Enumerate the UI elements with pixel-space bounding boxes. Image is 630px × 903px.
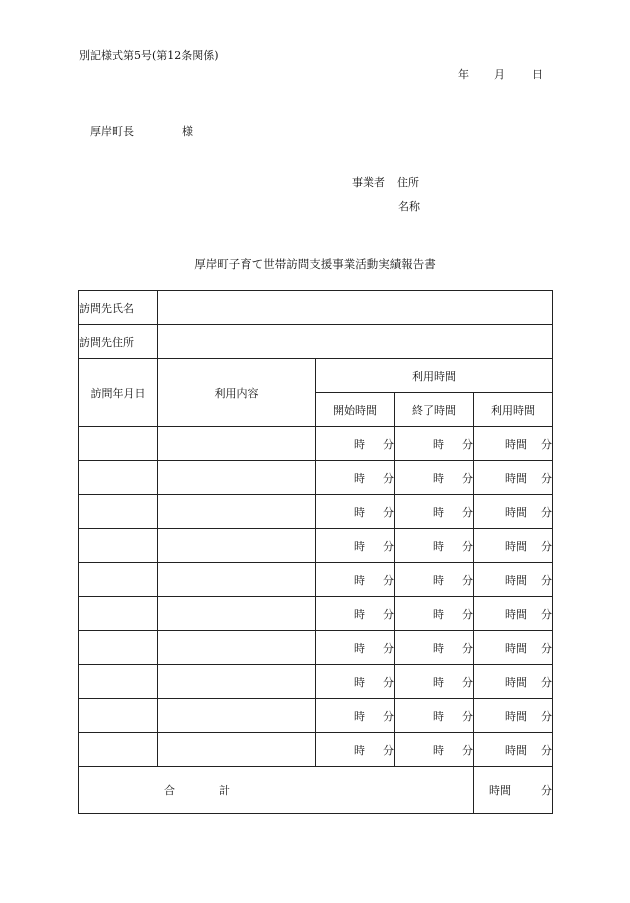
minute-unit-label: 分	[541, 675, 552, 689]
minute-unit-label: 分	[383, 709, 394, 723]
duration-header: 利用時間	[474, 393, 553, 427]
visit-date-cell[interactable]	[79, 597, 158, 631]
time-unit-label: 時	[354, 743, 365, 757]
minute-unit-label: 分	[462, 709, 473, 723]
minute-unit-label: 分	[541, 573, 552, 587]
duration-cell[interactable]	[474, 631, 553, 665]
usage-content-cell[interactable]	[158, 461, 316, 495]
usage-time-header: 利用時間	[316, 359, 553, 393]
report-title: 厚岸町子育て世帯訪問支援事業活動実績報告書	[194, 257, 436, 271]
time-unit-label: 時	[433, 641, 444, 655]
time-unit-label: 時間	[505, 471, 527, 485]
start-time-cell[interactable]	[316, 699, 395, 733]
usage-content-header: 利用内容	[158, 359, 316, 427]
addressee	[90, 125, 193, 139]
end-time-cell[interactable]	[395, 597, 474, 631]
time-unit-label: 時間	[505, 641, 527, 655]
usage-content-cell[interactable]	[158, 427, 316, 461]
time-unit-label: 時	[354, 573, 365, 587]
minute-unit-label: 分	[383, 505, 394, 519]
end-time-header: 終了時間	[395, 393, 474, 427]
visit-date-cell[interactable]	[79, 427, 158, 461]
end-time-cell[interactable]	[395, 563, 474, 597]
minute-unit-label: 分	[541, 709, 552, 723]
end-time-cell[interactable]	[395, 461, 474, 495]
time-unit-label: 時	[354, 505, 365, 519]
entry-row	[79, 563, 553, 597]
form-number-label: 別記様式第5号(第12条関係)	[79, 49, 219, 62]
usage-content-cell[interactable]	[158, 529, 316, 563]
start-time-cell[interactable]	[316, 597, 395, 631]
start-time-cell[interactable]	[316, 529, 395, 563]
minute-unit-label: 分	[541, 505, 552, 519]
total-label-right: 計	[219, 784, 230, 797]
minute-unit-label: 分	[383, 437, 394, 451]
usage-content-cell[interactable]	[158, 597, 316, 631]
duration-cell[interactable]	[474, 461, 553, 495]
start-time-cell[interactable]	[316, 631, 395, 665]
end-time-cell[interactable]	[395, 733, 474, 767]
total-row	[79, 767, 553, 814]
visit-date-cell[interactable]	[79, 529, 158, 563]
time-unit-label: 時間	[505, 675, 527, 689]
minute-unit-label: 分	[541, 437, 552, 451]
start-time-cell[interactable]	[316, 665, 395, 699]
end-time-cell[interactable]	[395, 631, 474, 665]
time-unit-label: 時	[354, 471, 365, 485]
entry-row	[79, 631, 553, 665]
minute-unit-label: 分	[541, 743, 552, 757]
end-time-cell[interactable]	[395, 665, 474, 699]
total-minutes-unit: 分	[541, 784, 552, 797]
time-unit-label: 時間	[505, 437, 527, 451]
time-unit-label: 時間	[505, 539, 527, 553]
minute-unit-label: 分	[383, 573, 394, 587]
time-unit-label: 時	[433, 573, 444, 587]
time-unit-label: 時	[354, 709, 365, 723]
start-time-cell[interactable]	[316, 495, 395, 529]
visit-name-row	[79, 291, 553, 325]
time-unit-label: 時	[433, 539, 444, 553]
minute-unit-label: 分	[462, 743, 473, 757]
entry-row	[79, 699, 553, 733]
header-row-1	[79, 359, 553, 393]
total-duration-cell[interactable]	[474, 767, 553, 814]
entry-row	[79, 495, 553, 529]
duration-cell[interactable]	[474, 427, 553, 461]
visit-date-cell[interactable]	[79, 699, 158, 733]
start-time-cell[interactable]	[316, 461, 395, 495]
minute-unit-label: 分	[541, 607, 552, 621]
time-unit-label: 時間	[505, 607, 527, 621]
usage-content-cell[interactable]	[158, 699, 316, 733]
visit-date-cell[interactable]	[79, 665, 158, 699]
end-time-cell[interactable]	[395, 427, 474, 461]
time-unit-label: 時	[354, 675, 365, 689]
minute-unit-label: 分	[383, 471, 394, 485]
minute-unit-label: 分	[383, 539, 394, 553]
minute-unit-label: 分	[462, 641, 473, 655]
start-time-header: 開始時間	[316, 393, 395, 427]
duration-cell[interactable]	[474, 495, 553, 529]
activity-report-table	[78, 290, 553, 814]
addressee-honorific: 様	[182, 125, 193, 138]
time-unit-label: 時	[433, 505, 444, 519]
minute-unit-label: 分	[462, 539, 473, 553]
date-day-label: 日	[532, 68, 543, 81]
entry-row	[79, 461, 553, 495]
duration-cell[interactable]	[474, 665, 553, 699]
visit-date-cell[interactable]	[79, 563, 158, 597]
minute-unit-label: 分	[462, 471, 473, 485]
time-unit-label: 時	[354, 539, 365, 553]
total-label	[79, 767, 474, 814]
date-year-label: 年	[458, 68, 469, 81]
minute-unit-label: 分	[541, 471, 552, 485]
usage-content-cell[interactable]	[158, 563, 316, 597]
usage-content-cell[interactable]	[158, 495, 316, 529]
entry-row	[79, 733, 553, 767]
visit-address-field[interactable]	[158, 325, 553, 359]
entry-row	[79, 427, 553, 461]
minute-unit-label: 分	[462, 675, 473, 689]
minute-unit-label: 分	[462, 505, 473, 519]
time-unit-label: 時	[354, 607, 365, 621]
operator-address-label: 住所	[397, 176, 419, 189]
minute-unit-label: 分	[541, 539, 552, 553]
minute-unit-label: 分	[462, 437, 473, 451]
minute-unit-label: 分	[383, 675, 394, 689]
minute-unit-label: 分	[383, 641, 394, 655]
total-hours-unit: 時間	[489, 784, 511, 797]
minute-unit-label: 分	[541, 641, 552, 655]
minute-unit-label: 分	[462, 607, 473, 621]
visit-date-header: 訪問年月日	[79, 359, 158, 427]
visit-name-field[interactable]	[158, 291, 553, 325]
visit-date-cell[interactable]	[79, 733, 158, 767]
visit-name-label: 訪問先氏名	[79, 291, 158, 325]
start-time-cell[interactable]	[316, 427, 395, 461]
time-unit-label: 時	[433, 743, 444, 757]
duration-cell[interactable]	[474, 563, 553, 597]
time-unit-label: 時間	[505, 505, 527, 519]
duration-cell[interactable]	[474, 529, 553, 563]
minute-unit-label: 分	[383, 743, 394, 757]
time-unit-label: 時間	[505, 709, 527, 723]
time-unit-label: 時間	[505, 743, 527, 757]
time-unit-label: 時	[433, 675, 444, 689]
time-unit-label: 時	[433, 471, 444, 485]
duration-cell[interactable]	[474, 733, 553, 767]
end-time-cell[interactable]	[395, 699, 474, 733]
visit-address-label: 訪問先住所	[79, 325, 158, 359]
minute-unit-label: 分	[462, 573, 473, 587]
visit-date-cell[interactable]	[79, 461, 158, 495]
date-line	[458, 68, 543, 82]
entry-row	[79, 597, 553, 631]
time-unit-label: 時	[354, 641, 365, 655]
date-month-label: 月	[494, 68, 505, 81]
end-time-cell[interactable]	[395, 495, 474, 529]
duration-cell[interactable]	[474, 597, 553, 631]
operator-name-label: 名称	[398, 200, 420, 213]
time-unit-label: 時間	[505, 573, 527, 587]
time-unit-label: 時	[433, 709, 444, 723]
usage-content-cell[interactable]	[158, 733, 316, 767]
time-unit-label: 時	[433, 437, 444, 451]
start-time-cell[interactable]	[316, 563, 395, 597]
usage-content-cell[interactable]	[158, 665, 316, 699]
addressee-name: 厚岸町長	[90, 125, 134, 138]
start-time-cell[interactable]	[316, 733, 395, 767]
entry-row	[79, 529, 553, 563]
visit-address-row	[79, 325, 553, 359]
operator-address-line	[352, 176, 419, 190]
operator-label: 事業者	[352, 176, 385, 189]
end-time-cell[interactable]	[395, 529, 474, 563]
minute-unit-label: 分	[383, 607, 394, 621]
visit-date-cell[interactable]	[79, 495, 158, 529]
visit-date-cell[interactable]	[79, 631, 158, 665]
total-label-left: 合	[164, 784, 175, 797]
usage-content-cell[interactable]	[158, 631, 316, 665]
time-unit-label: 時	[354, 437, 365, 451]
entry-row	[79, 665, 553, 699]
duration-cell[interactable]	[474, 699, 553, 733]
time-unit-label: 時	[433, 607, 444, 621]
